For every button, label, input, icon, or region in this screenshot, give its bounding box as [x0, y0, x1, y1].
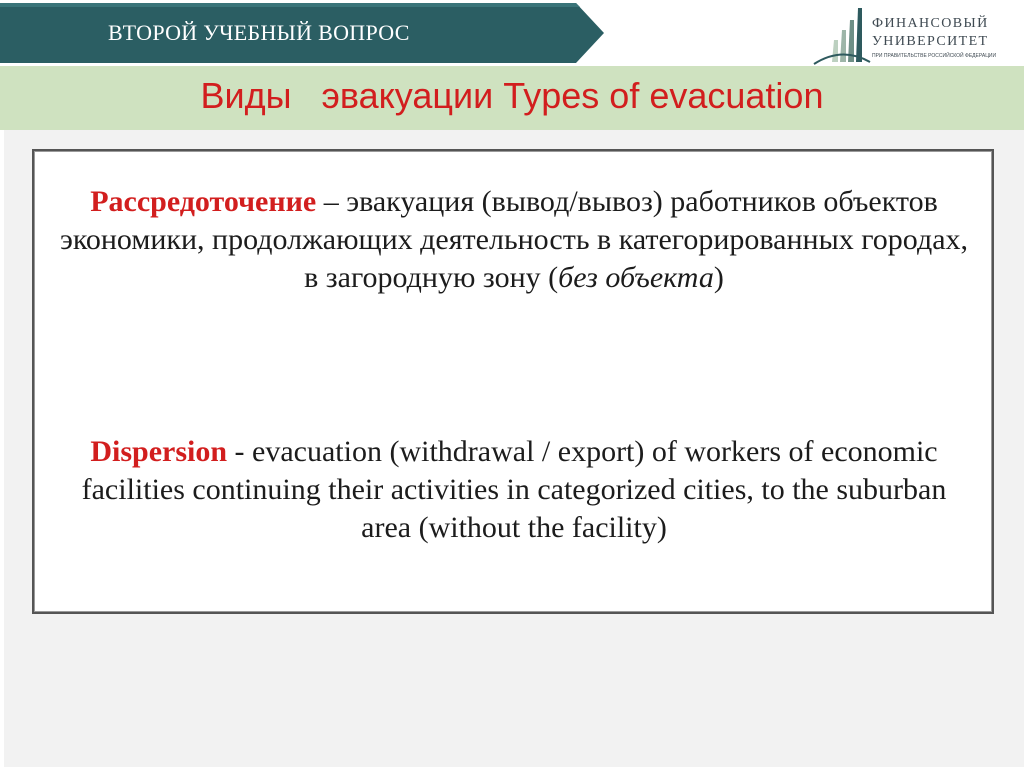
term-en: Dispersion	[90, 435, 228, 468]
header-bar	[0, 0, 1024, 66]
definition-ru-body: эвакуация (вывод/вывоз) работников объектов экономики, продолжающих деятельность в категорированных городах, в загородную зону (	[59, 185, 969, 294]
definition-ru	[54, 183, 974, 297]
logo-text-line3: ПРИ ПРАВИТЕЛЬСТВЕ РОССИЙСКОЙ ФЕДЕРАЦИИ	[872, 53, 997, 59]
university-logo	[812, 6, 1018, 66]
section-banner	[0, 3, 604, 63]
definition-ru-close: )	[713, 261, 724, 294]
logo-text-line2: УНИВЕРСИТЕТ	[872, 34, 989, 49]
logo-building-icon	[812, 6, 872, 68]
definition-ru-dash: –	[323, 185, 347, 218]
section-label: ВТОРОЙ УЧЕБНЫЙ ВОПРОС	[108, 20, 410, 45]
definition-en	[54, 433, 974, 547]
definition-ru-note: без объекта	[558, 261, 714, 294]
definition-en-body: - evacuation (withdrawal / export) of workers of economic facilities continuing their activities in categorized cities, to the suburban area (without the facility)	[81, 435, 947, 544]
slide-title: Виды эвакуации Types of evacuation	[200, 75, 824, 116]
term-ru: Рассредоточение	[90, 185, 324, 218]
logo-text-line1: ФИНАНСОВЫЙ	[872, 16, 989, 31]
definition-card	[32, 149, 994, 614]
title-band	[0, 66, 1024, 130]
